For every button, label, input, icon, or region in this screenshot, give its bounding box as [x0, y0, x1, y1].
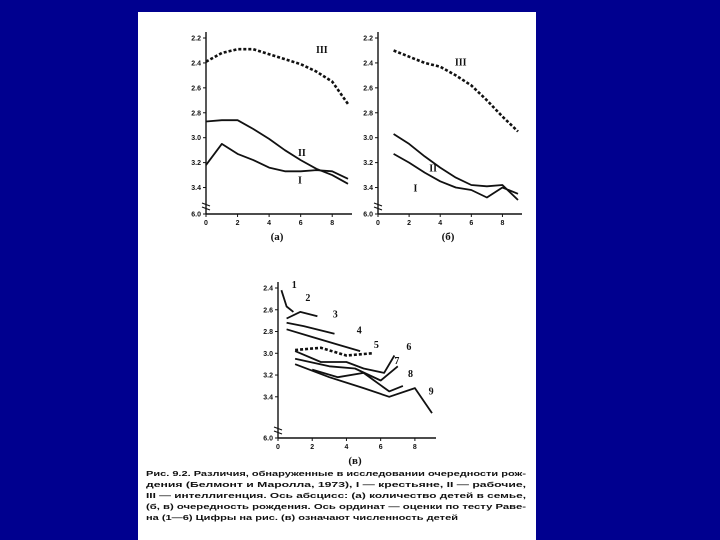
series-line-iii	[206, 49, 348, 104]
x-tick-label: 0	[204, 220, 208, 227]
x-tick-label: 8	[412, 444, 417, 451]
y-tick-label: 6.0	[191, 211, 201, 219]
series-label: III	[316, 45, 328, 57]
series-label: 2	[305, 293, 311, 305]
axes	[191, 32, 352, 227]
series-line-i	[394, 154, 518, 198]
y-tick-label: 2.8	[191, 110, 201, 118]
y-tick-label: 3.0	[191, 135, 201, 143]
series-label: III	[454, 57, 467, 69]
y-tick-label: 2.4	[263, 285, 273, 293]
caption-line: (б, в) очередность рождения. Ось ординат — оценки по тесту Раве-	[146, 502, 527, 511]
y-tick-label: 3.4	[363, 185, 373, 193]
x-tick-label: 6	[378, 444, 383, 451]
y-tick-label: 3.0	[263, 350, 273, 358]
y-tick-label: 3.2	[363, 160, 373, 168]
y-tick-label: 3.4	[263, 394, 273, 402]
y-tick-label: 2.4	[363, 60, 373, 68]
x-tick-label: 0	[376, 220, 380, 227]
x-tick-label: 6	[469, 220, 474, 227]
x-tick-label: 4	[267, 220, 272, 227]
y-tick-label: 6.0	[263, 435, 273, 443]
panel-label: (а)	[270, 231, 284, 243]
panel-label: (б)	[441, 231, 455, 243]
x-tick-label: 4	[438, 220, 443, 227]
caption-line: на (1—6) Цифры на рис. (в) означают численность детей	[146, 513, 459, 522]
y-tick-label: 3.2	[263, 372, 273, 380]
axes	[363, 32, 522, 227]
series-label: 1	[291, 280, 297, 291]
book-page	[138, 12, 536, 540]
panel-label: (в)	[348, 455, 362, 467]
x-tick-label: 0	[276, 444, 280, 451]
axes	[263, 282, 436, 451]
series-label: I	[298, 175, 302, 187]
chart-panel-a	[191, 32, 352, 243]
caption-line: дения (Белмонт и Маролла, 1973), I — крестьяне, II — рабочие,	[146, 480, 526, 489]
series-line-4	[287, 329, 361, 351]
series-label: 5	[373, 339, 379, 351]
series-label: II	[429, 163, 438, 175]
x-tick-label: 4	[344, 444, 349, 451]
series-label: 7	[394, 356, 400, 368]
y-tick-label: 2.2	[363, 35, 373, 43]
chart-panel-b	[363, 32, 522, 243]
x-tick-label: 2	[407, 220, 412, 227]
y-tick-label: 6.0	[363, 211, 373, 219]
series-label: I	[413, 183, 418, 195]
y-tick-label: 3.0	[363, 135, 373, 143]
series-label: 3	[332, 309, 338, 321]
y-tick-label: 2.6	[191, 85, 201, 93]
y-tick-label: 3.4	[191, 185, 201, 193]
y-tick-label: 2.2	[191, 35, 201, 43]
caption-line: III — интеллигенция. Ось абсцисс: (а) количество детей в семье,	[146, 491, 526, 500]
series-label: 9	[428, 386, 434, 398]
series-line-ii	[206, 120, 348, 187]
series-line-1	[281, 290, 293, 312]
x-tick-label: 8	[500, 220, 505, 227]
y-tick-label: 3.2	[191, 160, 201, 168]
series-label: 8	[408, 369, 414, 381]
y-tick-label: 2.4	[191, 60, 201, 68]
x-tick-label: 6	[298, 220, 303, 227]
series-line-5	[295, 348, 372, 356]
x-tick-label: 8	[330, 220, 335, 227]
series-label: 4	[356, 325, 362, 337]
x-tick-label: 2	[310, 444, 315, 451]
figure	[138, 12, 536, 540]
figure-caption	[146, 469, 527, 522]
y-tick-label: 2.8	[263, 329, 273, 337]
x-tick-label: 2	[235, 220, 240, 227]
y-tick-label: 2.6	[263, 307, 273, 315]
caption-line: Рис. 9.2. Различия, обнаруженные в исследовании очередности рож-	[146, 469, 527, 478]
y-tick-label: 2.8	[363, 110, 373, 118]
chart-panel-c	[263, 280, 436, 467]
series-label: 6	[406, 342, 412, 354]
series-label: II	[298, 148, 306, 160]
y-tick-label: 2.6	[363, 85, 373, 93]
series-line-2	[287, 312, 318, 319]
